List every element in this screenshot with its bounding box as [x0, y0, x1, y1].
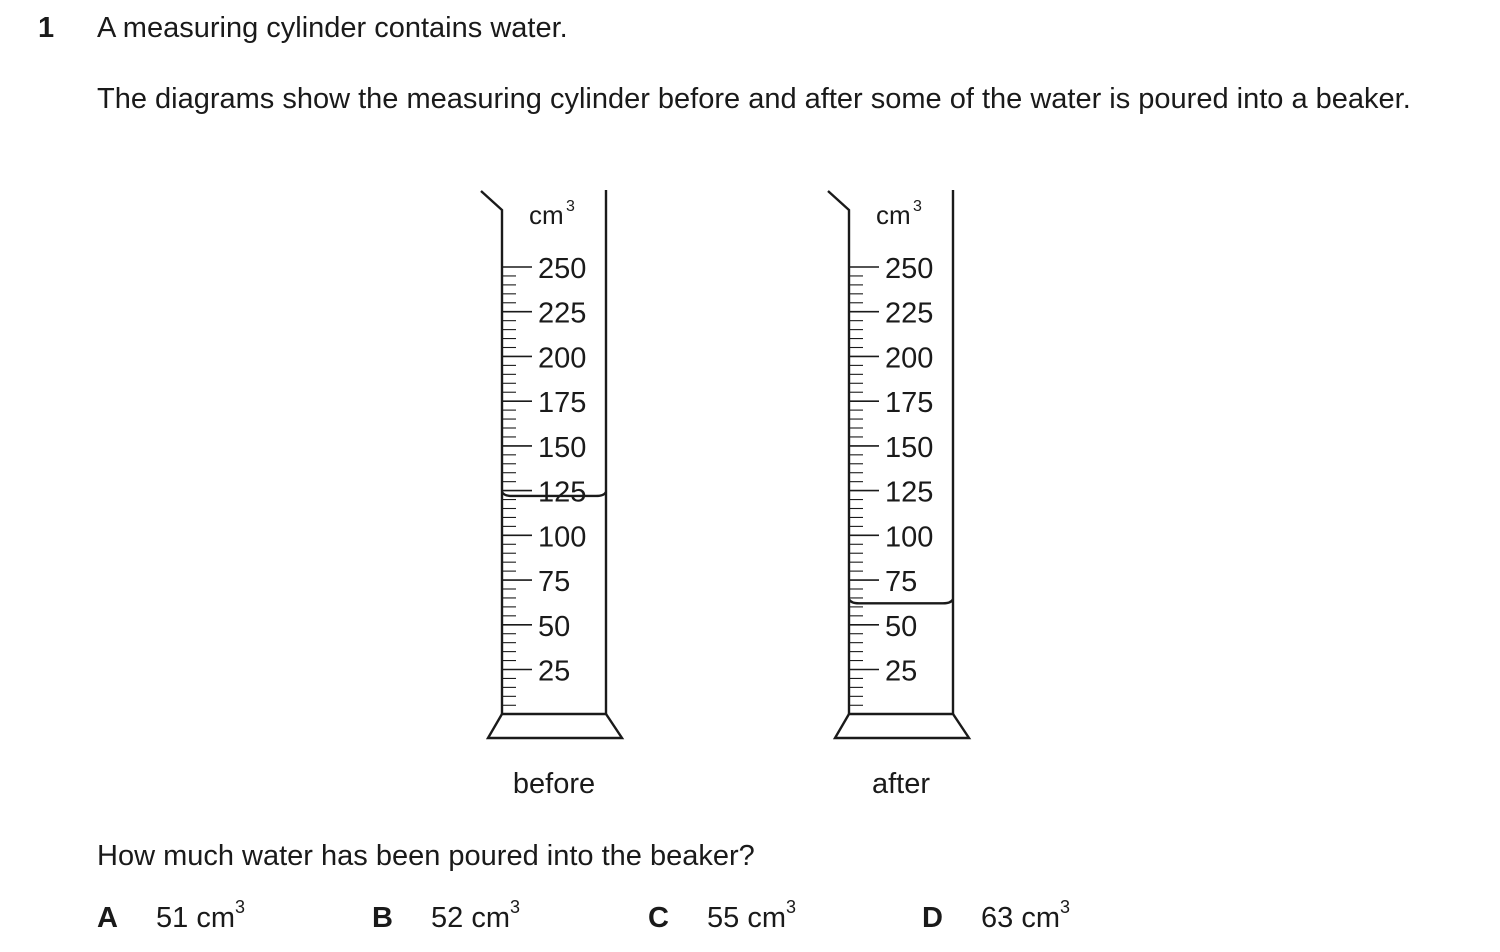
- scale-label: 75: [538, 566, 571, 599]
- scale-label: 200: [885, 342, 934, 375]
- option-value: 63 $cm^3$: [981, 897, 1071, 934]
- scale-label: 100: [885, 521, 934, 554]
- unit-label: cm: [876, 200, 911, 230]
- option-d[interactable]: [922, 897, 1071, 935]
- scale-label: 50: [538, 610, 571, 643]
- scale-label: 150: [538, 431, 587, 464]
- option-value: 55 $cm^3$: [707, 897, 797, 934]
- cylinder-base: [835, 714, 969, 738]
- question-stem: A measuring cylinder contains water.: [97, 12, 568, 44]
- cylinder-caption: before: [512, 768, 596, 800]
- unit-power: 3: [566, 198, 575, 215]
- scale-label: 175: [885, 387, 934, 420]
- cylinder-left-wall: [828, 191, 849, 714]
- option-b[interactable]: [372, 897, 521, 935]
- option-c[interactable]: [648, 897, 797, 935]
- question-number: 1: [38, 12, 55, 44]
- scale-label: 225: [538, 297, 587, 330]
- cylinder-after: [828, 190, 969, 800]
- scale-label: 50: [885, 610, 918, 643]
- scale-label: 75: [885, 566, 918, 599]
- cylinder-base: [488, 714, 622, 738]
- scale-label: 250: [538, 253, 587, 285]
- scale-label: 100: [538, 521, 587, 554]
- option-value: 51 $cm^3$: [156, 897, 246, 934]
- option-letter: A: [97, 902, 118, 934]
- option-a[interactable]: [97, 897, 246, 935]
- scale-label: 225: [885, 297, 934, 330]
- question-prompt: How much water has been poured into the beaker?: [97, 840, 755, 872]
- unit-label: cm: [529, 200, 564, 230]
- option-letter: B: [372, 902, 393, 934]
- scale-label: 25: [538, 655, 571, 688]
- scale-label: 125: [885, 476, 934, 509]
- scale-label: 250: [885, 253, 934, 285]
- scale-label: 175: [538, 387, 587, 420]
- cylinder-caption: after: [871, 768, 931, 800]
- cylinder-left-wall: [481, 191, 502, 714]
- option-letter: C: [648, 902, 669, 934]
- question-intro: The diagrams show the measuring cylinder before and after some of the water is poured into a beaker.: [97, 83, 1411, 115]
- option-letter: D: [922, 902, 943, 934]
- water-meniscus: [849, 599, 953, 603]
- cylinder-before: [481, 190, 622, 800]
- scale-label: 25: [885, 655, 918, 688]
- scale-label: 200: [538, 342, 587, 375]
- scale-label: 150: [885, 431, 934, 464]
- unit-power: 3: [913, 198, 922, 215]
- option-value: 52 $cm^3$: [431, 897, 521, 934]
- scale-label: 125: [538, 476, 587, 509]
